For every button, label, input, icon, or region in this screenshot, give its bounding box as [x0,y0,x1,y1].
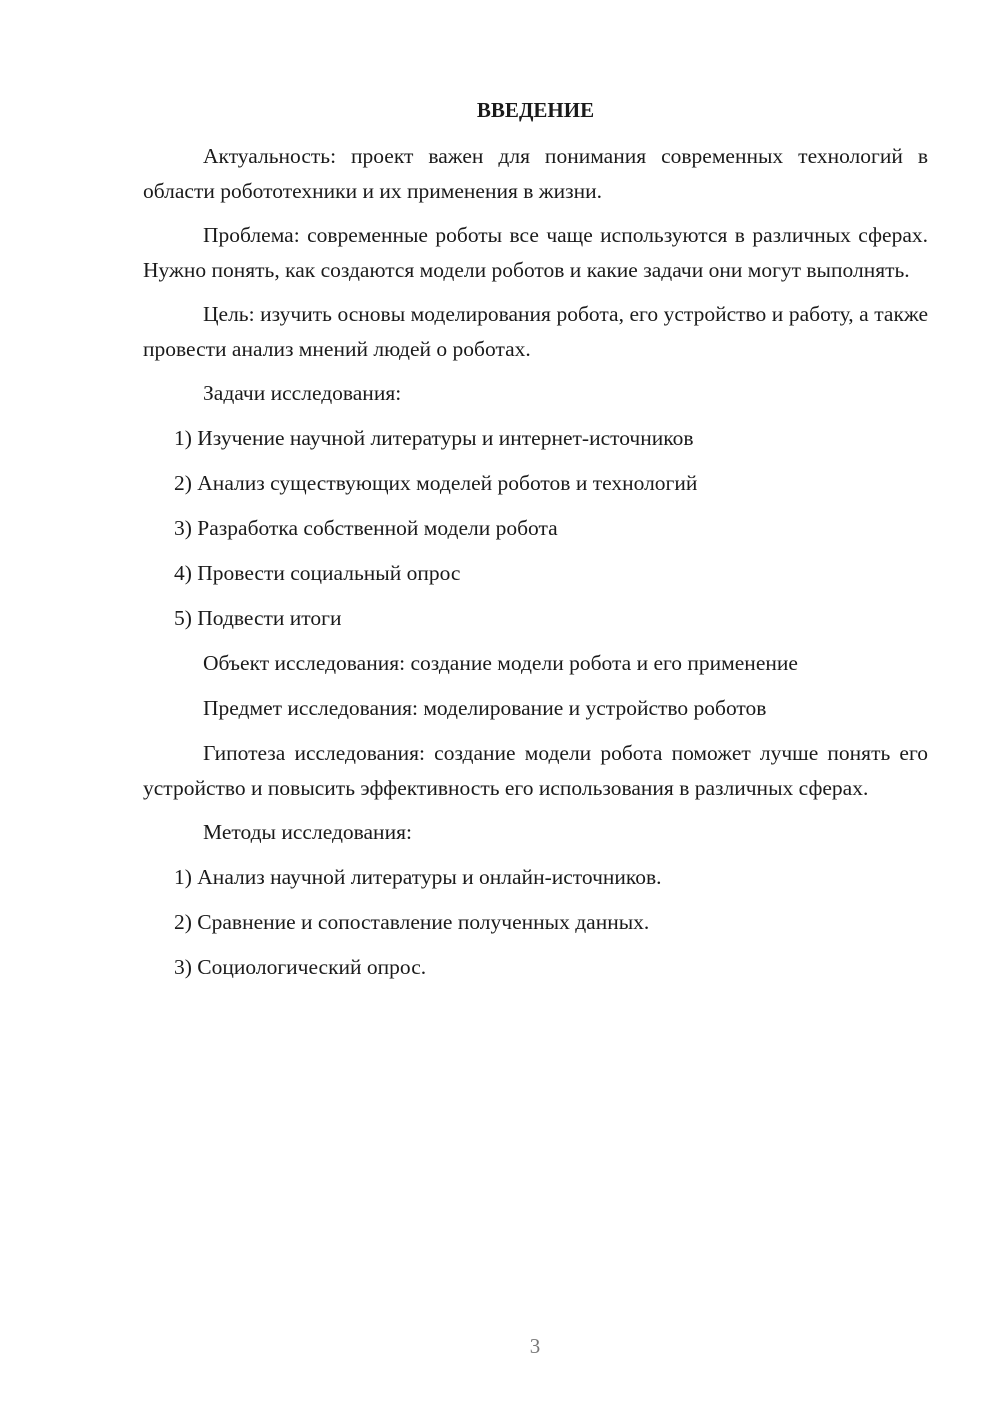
tasks-list [143,421,928,636]
task-item: 2) Анализ существующих моделей роботов и технологий [174,471,698,495]
method-item: 2) Сравнение и сопоставление полученных данных. [174,910,650,934]
research-subject: Предмет исследования: моделирование и устройство роботов [203,696,767,720]
problem-paragraph: Проблема: современные роботы все чаще используются в различных сферах. Нужно понять, как создаются модели роботов и какие задачи они могут выполнять. [143,223,928,282]
hypothesis-paragraph: Гипотеза исследования: создание модели робота поможет лучше понять его устройство и повысить эффективность его использования в различных сферах. [143,741,928,800]
page-number: 3 [529,1334,541,1358]
task-item: 1) Изучение научной литературы и интернет-источников [174,426,694,450]
goal-paragraph: Цель: изучить основы моделирования робота, его устройство и работу, а также провести анализ мнений людей о роботах. [143,302,928,361]
method-item: 3) Социологический опрос. [174,955,427,979]
task-item: 3) Разработка собственной модели робота [174,516,558,540]
document-page [143,95,928,995]
task-item: 4) Провести социальный опрос [174,561,461,585]
methods-heading: Методы исследования: [203,820,412,844]
research-object: Объект исследования: создание модели робота и его применение [203,651,798,675]
methods-list [143,860,928,985]
relevance-paragraph: Актуальность: проект важен для понимания современных технологий в области робототехники и их применения в жизни. [143,144,928,203]
tasks-heading: Задачи исследования: [203,381,402,405]
method-item: 1) Анализ научной литературы и онлайн-источников. [174,865,662,889]
task-item: 5) Подвести итоги [174,606,342,630]
section-title: ВВЕДЕНИЕ [476,98,595,122]
